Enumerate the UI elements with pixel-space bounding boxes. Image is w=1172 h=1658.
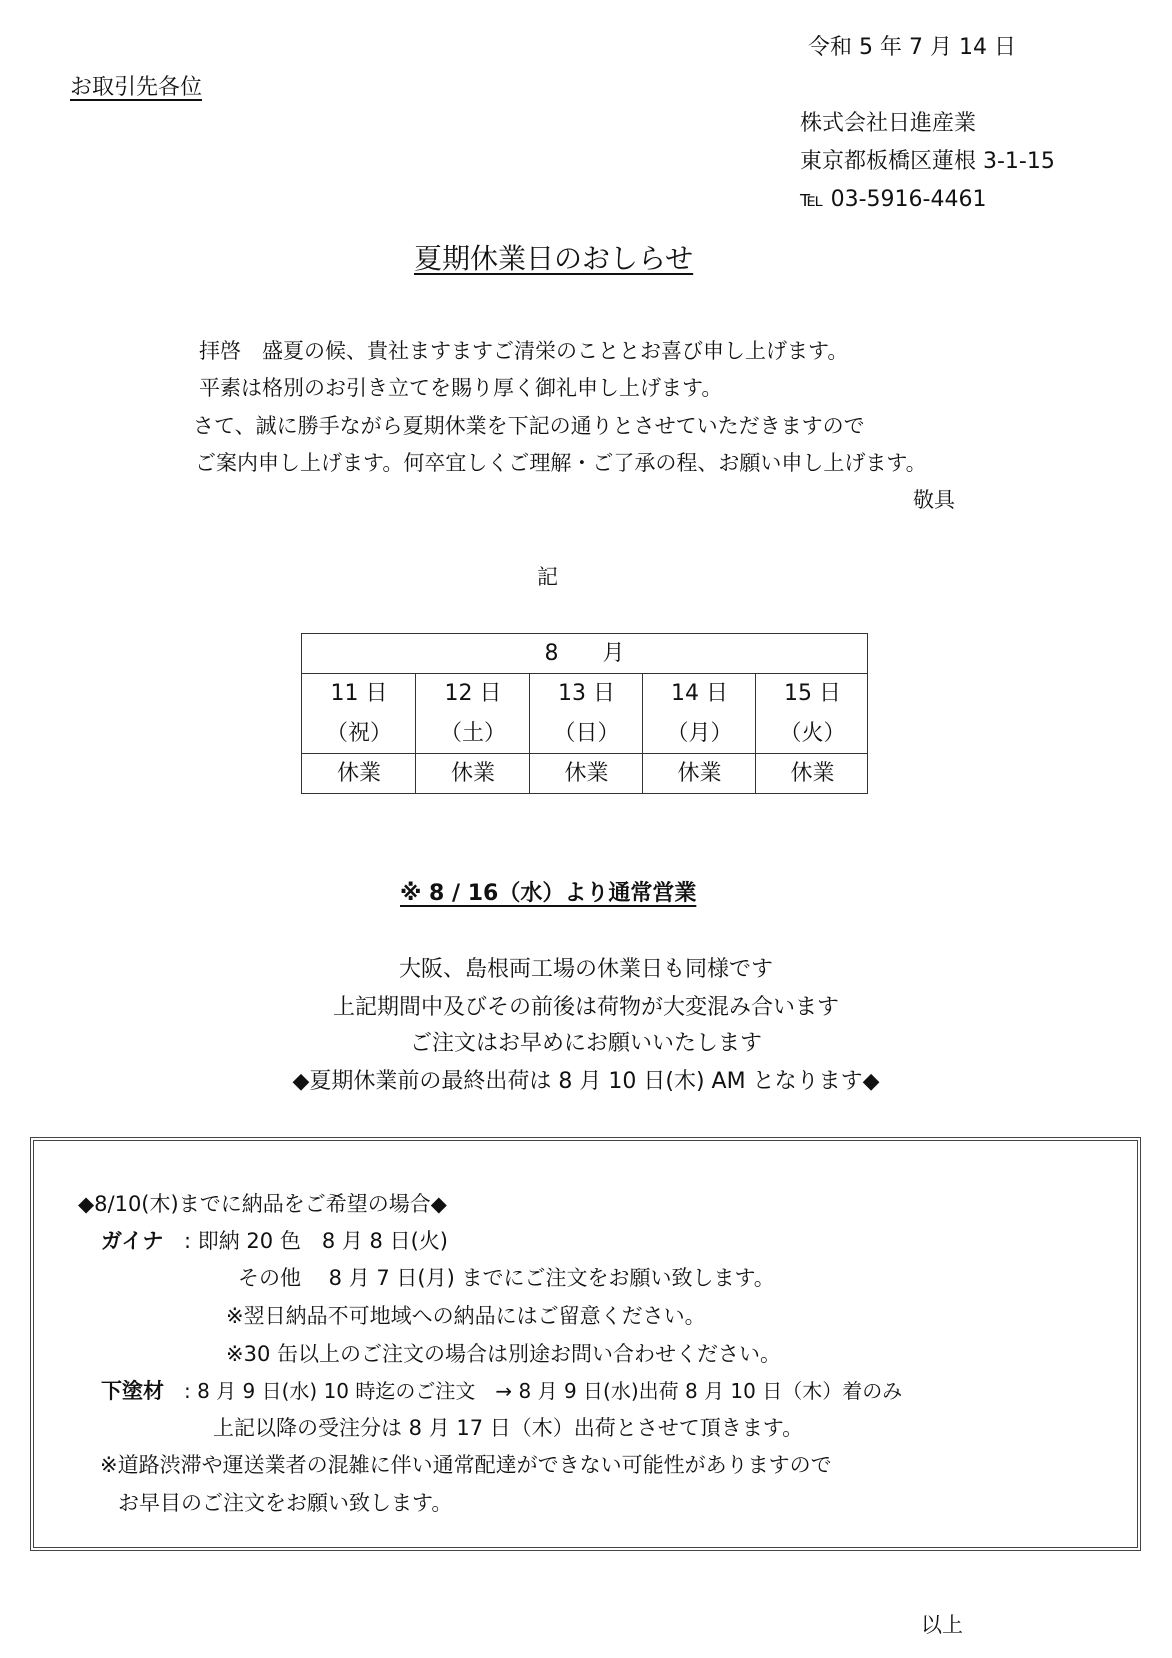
greeting-line-3: さて、誠に勝手ながら夏期休業を下記の通りとさせていただきますので [193,414,865,438]
ki-marker: 記 [537,565,558,589]
shitanuri-line-2: 上記以降の受注分は 8 月 17 日（木）出荷とさせて頂きます。 [213,1416,804,1440]
day-cell: 12 日 [444,681,502,706]
weekday-cell: （火） [779,721,846,746]
notice-line-4: ◆夏期休業前の最終出荷は 8 月 10 日(木) AM となります◆ [292,1069,880,1094]
greeting-line-4: ご案内申し上げます。何卒宜しくご理解・ご了承の程、お願い申し上げます。 [195,451,927,475]
calendar-month: 8 月 [544,641,625,666]
day-cell: 11 日 [330,681,388,706]
box-heading: ◆8/10(木)までに納品をご希望の場合◆ [78,1192,447,1216]
calendar-status-row [302,754,867,794]
day-cell: 15 日 [784,681,841,706]
document-date: 令和 5 年 7 月 14 日 [808,35,1016,60]
weekday-cell: （日） [553,721,620,746]
page-title: 夏期休業日のおしらせ [414,242,694,275]
box-note-2: ※30 缶以上のご注文の場合は別途お問い合わせください。 [226,1342,781,1366]
gaina-label: ガイナ [101,1229,164,1253]
calendar-day-row [302,674,867,714]
calendar-column-divider [642,673,643,793]
road-note-line-1: ※道路渋滞や運送業者の混雑に伴い通常配達ができない可能性がありますので [100,1453,832,1477]
company-tel: ℡ 03-5916-4461 [800,187,987,212]
status-cell: 休業 [677,761,722,786]
recipient-line: お取引先各位 [70,75,203,100]
notice-line-2: 上記期間中及びその前後は荷物が大変混み合います [332,995,839,1020]
weekday-cell: （土） [439,721,506,746]
calendar-column-divider [755,673,756,793]
company-address: 東京都板橋区蓮根 3-1-15 [800,149,1055,174]
company-name: 株式会社日進産業 [800,111,977,136]
weekday-cell: （祝） [325,721,392,746]
status-cell: 休業 [450,761,495,786]
day-cell: 14 日 [671,681,728,706]
box-note-1: ※翌日納品不可地域への納品にはご留意ください。 [226,1304,706,1328]
weekday-cell: （月） [666,721,733,746]
notice-line-1: 大阪、島根両工場の休業日も同様です [398,957,773,982]
gaina-line-1: : 即納 20 色 8 月 8 日(火) [184,1229,448,1253]
status-cell: 休業 [336,761,381,786]
closing-keigu: 敬具 [913,488,955,512]
resume-notice: ※ 8 / 16（水）より通常営業 [400,881,697,906]
shitanuri-line-1: : 8 月 9 日(水) 10 時迄のご注文 → 8 月 9 日(水)出荷 8 月 10 日（木）着のみ [184,1379,903,1403]
calendar-column-divider [529,673,530,793]
day-cell: 13 日 [558,681,615,706]
notice-line-3: ご注文はお早めにお願いいたします [409,1031,762,1056]
gaina-line-2: その他 8 月 7 日(月) までにご注文をお願い致します。 [238,1266,775,1290]
greeting-line-1: 拝啓 盛夏の候、貴社ますますご清栄のこととお喜び申し上げます。 [199,339,849,363]
calendar-month-header [302,634,867,674]
status-cell: 休業 [790,761,835,786]
status-cell: 休業 [564,761,609,786]
road-note-line-2: お早目のご注文をお願い致します。 [118,1491,453,1515]
greeting-line-2: 平素は格別のお引き立てを賜り厚く御礼申し上げます。 [199,376,723,400]
end-ijou: 以上 [921,1613,963,1637]
holiday-calendar-table [301,633,868,794]
calendar-column-divider [415,673,416,793]
shitanuri-label: 下塗材 [101,1379,164,1403]
calendar-weekday-row [302,714,867,754]
